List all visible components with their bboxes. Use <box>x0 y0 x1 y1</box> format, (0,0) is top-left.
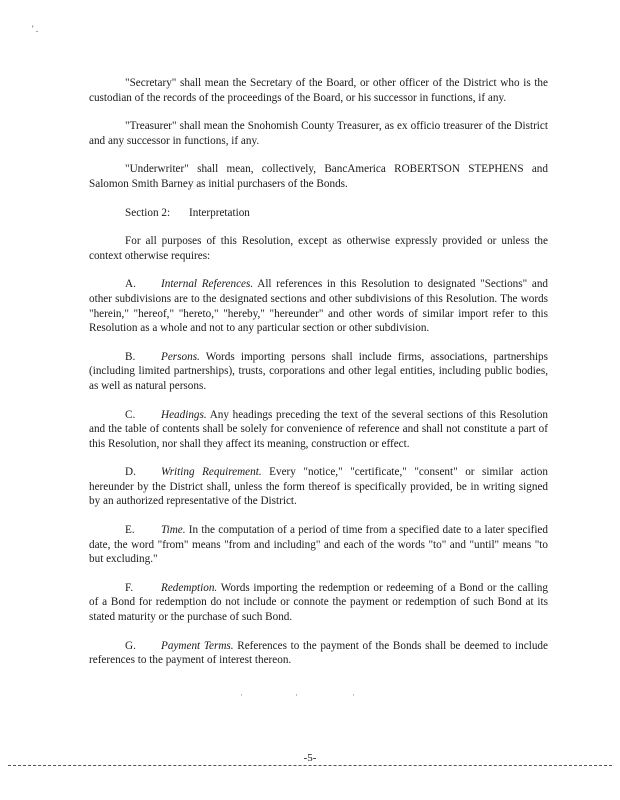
scan-speck: · <box>352 690 355 700</box>
subsection-f <box>89 581 548 625</box>
definition-underwriter: "Underwriter" shall mean, collectively, BancAmerica ROBERTSON STEPHENS and Salomon Smith Barney as initial purchasers of the Bonds. <box>89 163 548 190</box>
section-number: Section 2: <box>125 206 171 219</box>
subsection-text: References to the payment of the Bonds shall be deemed to include references to the payment of interest thereon. <box>89 639 548 667</box>
scan-speck: · <box>240 690 243 700</box>
subsection-heading: Internal References. <box>161 278 254 291</box>
scan-corner-marks: ' . <box>32 24 39 34</box>
subsection-text: Every "notice," "certificate," "consent" or similar action hereunder by the District shall, unless the form thereof is specifically provided, be in writing signed by an authorized representative of the District. <box>89 466 548 508</box>
subsection-heading: Payment Terms. <box>161 639 234 652</box>
subsection-letter: A. <box>125 278 136 291</box>
subsection-letter: G. <box>125 639 136 652</box>
subsection-d <box>89 465 548 509</box>
subsection-text: Words importing the redemption or redeeming of a Bond or the calling of a Bond for redemption do not include or connote the payment or redemption of such Bond at its stated maturity or the purchase of such Bond. <box>89 581 548 624</box>
subsection-heading: Persons. <box>161 350 200 363</box>
subsection-g <box>89 639 548 668</box>
page-number: -5- <box>303 752 317 764</box>
subsection-heading: Writing Requirement. <box>161 466 262 479</box>
subsection-letter: B. <box>125 350 136 363</box>
subsection-heading: Headings. <box>161 408 207 421</box>
subsection-letter: E. <box>125 524 135 537</box>
subsection-letter: D. <box>125 466 136 479</box>
subsection-text: Words importing persons shall include firms, associations, partnerships (including limited partnerships), trusts, corporations and other legal entities, including public bodies, as well as natural persons. <box>89 350 548 392</box>
subsection-c <box>89 408 548 452</box>
scan-speck: · <box>295 690 298 700</box>
document-body <box>89 76 548 682</box>
definition-treasurer: "Treasurer" shall mean the Snohomish County Treasurer, as ex officio treasurer of the District and any successor in functions, if any. <box>89 120 548 147</box>
subsection-b <box>89 350 548 394</box>
subsection-e <box>89 523 548 567</box>
subsection-a <box>89 277 548 335</box>
subsection-text: Any headings preceding the text of the several sections of this Resolution and the table of contents shall be solely for convenience of reference and shall not constitute a part of this Resolution, nor shall they affect its meaning, construction or effect. <box>89 408 548 450</box>
section-title: Interpretation <box>189 206 250 219</box>
subsection-heading: Redemption. <box>161 581 218 594</box>
subsection-text: In the computation of a period of time from a specified date to a later specified date, the word "from" means "from and including" and each of the words "to" and "until" means "to but excluding." <box>89 524 548 566</box>
section-heading <box>125 206 548 221</box>
definition-secretary: "Secretary" shall mean the Secretary of the Board, or other officer of the District who is the custodian of the records of the proceedings of the Board, or his successor in functions, if any. <box>89 77 548 104</box>
interpretation-intro: For all purposes of this Resolution, except as otherwise expressly provided or unless the context otherwise requires: <box>89 235 548 262</box>
subsection-letter: F. <box>125 581 134 594</box>
scan-footer-rule <box>8 765 612 766</box>
subsection-text: All references in this Resolution to designated "Sections" and other subdivisions are to the designated sections and other subdivisions of this Resolution. The words "herein," "hereof," "hereto," "hereby," "hereunder" and other words of similar import refer to this Resolution as a whole and not to any particular section or other subdivision. <box>89 278 549 335</box>
subsection-letter: C. <box>125 408 136 421</box>
subsection-heading: Time. <box>161 524 186 537</box>
